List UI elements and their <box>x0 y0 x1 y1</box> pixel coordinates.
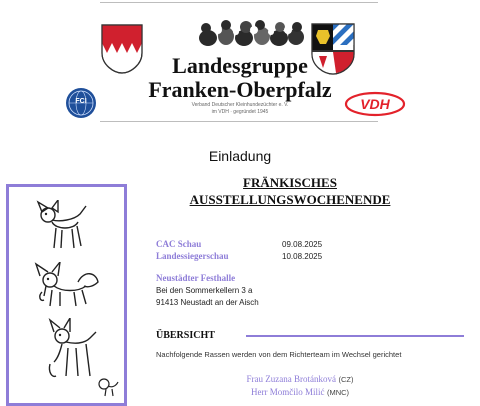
judge-country: (MNC) <box>326 388 350 397</box>
venue-street: Bei den Sommerkellern 3 a <box>156 286 253 295</box>
club-name-line1: Landesgruppe <box>172 53 308 78</box>
fci-logo <box>66 88 96 118</box>
chihuahua-sketch-icon <box>34 200 90 252</box>
judge-row <box>140 387 460 397</box>
event-date-cac: 09.08.2025 <box>282 240 323 249</box>
judge-country: (CZ) <box>338 375 354 384</box>
event-date-landessieger: 10.08.2025 <box>282 252 323 261</box>
header-divider <box>100 121 378 122</box>
event-label-landessieger: Landessiegerschau <box>156 251 229 261</box>
overview-note: Nachfolgende Rassen werden von dem Richterteam im Wechsel gerichtet <box>156 350 402 359</box>
top-rule <box>100 2 378 3</box>
overview-heading: ÜBERSICHT <box>156 330 215 341</box>
overview-divider <box>246 335 464 337</box>
event-label-cac: CAC Schau <box>156 239 202 249</box>
event-title-line2: AUSSTELLUNGSWOCHENENDE <box>189 192 391 207</box>
judge-name: Herr Momčilo Milić <box>250 387 325 397</box>
invitation-heading: Einladung <box>208 148 272 164</box>
papillon-sketch-icon <box>34 262 102 310</box>
chinese-crested-sketch-icon <box>40 318 100 390</box>
association-line: Verband Deutscher Kleinhundezüchter e. V. <box>191 102 289 108</box>
judge-row <box>140 374 460 384</box>
judge-name: Frau Zuzana Brotánková <box>246 374 336 384</box>
small-dog-sketch-icon <box>96 376 120 398</box>
venue-name: Neustädter Festhalle <box>156 273 236 283</box>
vdh-text: VDH <box>360 96 390 112</box>
club-name-line2: Franken-Oberpfalz <box>148 77 332 102</box>
vdh-logo <box>344 91 406 117</box>
venue-city: 91413 Neustadt an der Aisch <box>156 298 259 307</box>
dog-group-illustration <box>196 16 306 50</box>
event-title-line1: FRÄNKISCHES <box>243 175 337 190</box>
fci-text: FCI <box>75 98 87 105</box>
association-subline: im VDH · gegründet 1945 <box>211 109 269 115</box>
